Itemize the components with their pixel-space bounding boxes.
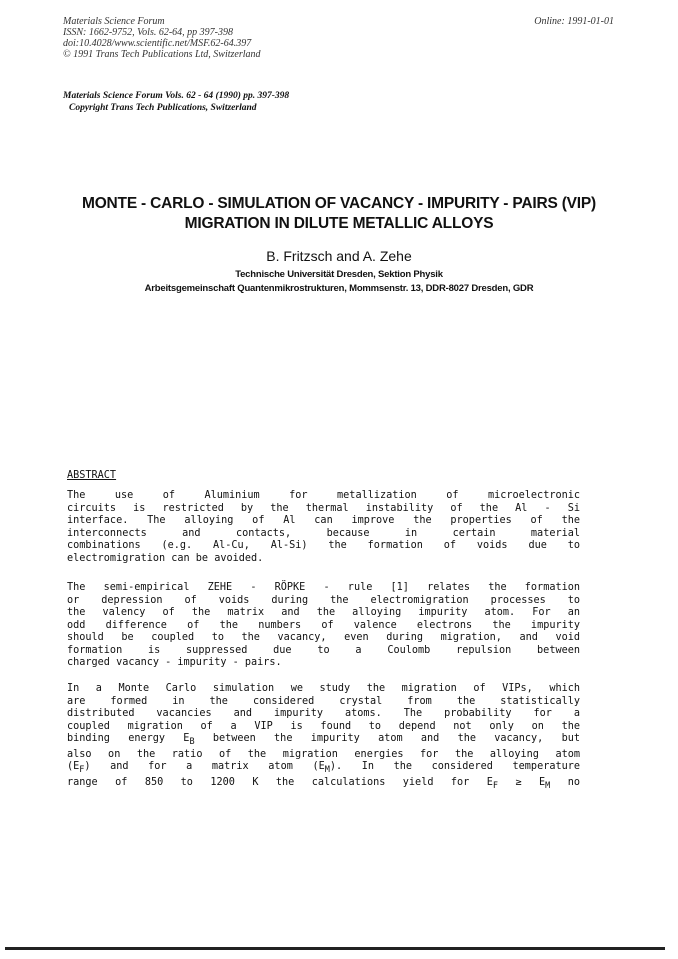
text-line: interconnects and contacts, because in certain material: [67, 527, 580, 539]
text-line: In a Monte Carlo simulation we study the migration of VIPs, which: [67, 683, 580, 694]
text-line: coupled migration of a VIP is found to depend not only on the: [67, 720, 580, 732]
text-line: distributed vacancies and impurity atoms. The probability for a: [67, 708, 580, 719]
text-line: electromigration can be avoided.: [67, 552, 264, 564]
text-line: formation is suppressed due to a Coulomb repulsion between: [67, 644, 580, 656]
subscript-m: M: [324, 765, 330, 776]
text-line: combinations (e.g. Al-Cu, Al-Si) the formation of voids due to: [67, 540, 580, 551]
text-line: circuits is restricted by the thermal instability of the Al - Si: [67, 502, 580, 514]
text-run: between the impurity atom and the vacancy, but: [194, 733, 580, 744]
subscript-m: M: [545, 780, 551, 791]
title-line-1: MONTE - CARLO - SIMULATION OF VACANCY - IMPURITY - PAIRS (VIP): [81, 195, 597, 212]
text-line: interface. The alloying of Al can improve the properties of the: [67, 515, 580, 526]
affiliation-line-1: Technische Universität Dresden, Sektion Physik: [235, 269, 443, 280]
text-line: odd difference of the numbers of valence electrons the impurity: [67, 619, 580, 631]
footer-rule: [5, 947, 665, 950]
text-run: range of 850 to 1200 K the calculations yield for E: [67, 776, 493, 788]
journal-info: [63, 90, 289, 114]
abstract-paragraph-2: [67, 582, 580, 670]
text-run: ≥ E: [498, 776, 546, 788]
text-line: are formed in the considered crystal from the statistically: [67, 695, 580, 707]
affiliation-line-2: Arbeitsgemeinschaft Quantenmikrostrukturen, Mommsenstr. 13, DDR-8027 Dresden, GDR: [144, 283, 534, 294]
text-line: The use of Aluminium for metallization of microelectronic: [67, 490, 580, 501]
text-line-binding-energy: [67, 733, 580, 749]
authors: B. Fritzsch and A. Zehe: [266, 248, 412, 264]
citation-header: [63, 16, 261, 60]
journal-volume: Materials Science Forum Vols. 62 - 64 (1990) pp. 397-398: [63, 91, 290, 101]
citation-copyright: © 1991 Trans Tech Publications Ltd, Switzerland: [63, 49, 261, 60]
abstract-paragraph-3: [67, 683, 580, 792]
text-line-energies: [67, 761, 580, 777]
subscript-f: F: [79, 765, 85, 776]
journal-copyright: Copyright Trans Tech Publications, Switzerland: [69, 103, 257, 113]
text-line: the valency of the matrix and the alloying impurity atom. For an: [67, 607, 580, 618]
title-line-2: MIGRATION IN DILUTE METALLIC ALLOYS: [184, 215, 494, 232]
text-run: ) and for a matrix atom (E: [84, 761, 325, 773]
text-run: no: [550, 776, 580, 788]
citation-journal: Materials Science Forum: [63, 16, 165, 27]
paper-title: [40, 194, 638, 234]
subscript-b: B: [189, 737, 195, 748]
citation-issn: ISSN: 1662-9752, Vols. 62-64, pp 397-398: [63, 27, 233, 38]
text-line: charged vacancy - impurity - pairs.: [67, 657, 282, 668]
text-line: should be coupled to the vacancy, even during migration, and void: [67, 632, 580, 643]
text-line-temperature: [67, 777, 580, 793]
abstract-heading: ABSTRACT: [67, 470, 117, 481]
subscript-f: F: [492, 780, 498, 791]
text-line: also on the ratio of the migration energies for the alloying atom: [67, 748, 580, 760]
citation-doi[interactable]: doi:10.4028/www.scientific.net/MSF.62-64.397: [63, 38, 252, 49]
online-date: Online: 1991-01-01: [534, 16, 614, 27]
text-run: (E: [67, 761, 80, 773]
text-line: or depression of voids during the electromigration processes to: [67, 594, 580, 606]
text-run: binding energy E: [67, 733, 190, 744]
text-line: The semi-empirical ZEHE - RÖPKE - rule [1] relates the formation: [67, 582, 580, 593]
abstract-paragraph-1: [67, 490, 580, 565]
affiliation: [40, 268, 638, 296]
text-run: ). In the considered temperature: [329, 761, 580, 773]
